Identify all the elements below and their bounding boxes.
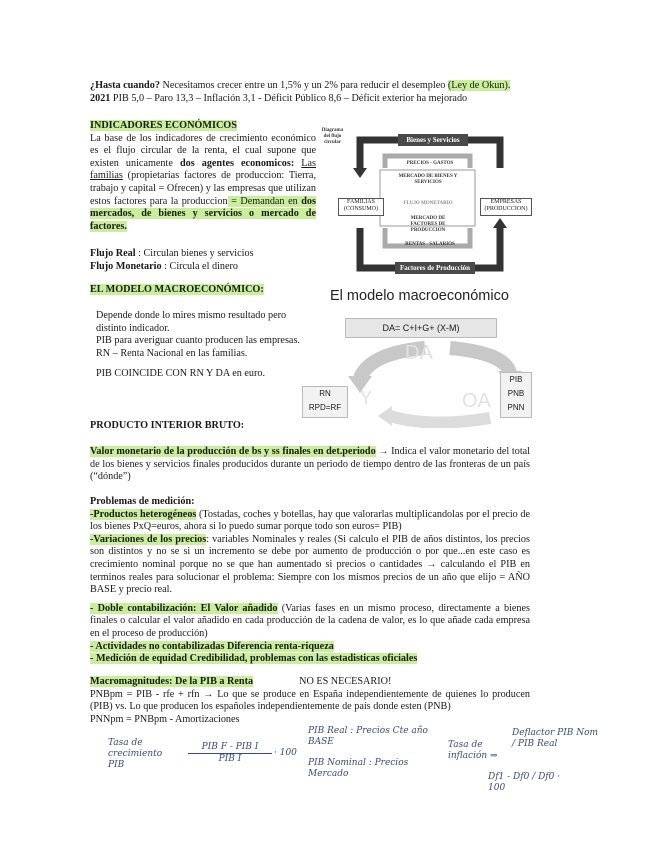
rentas-salarios-label: RENTAS - SALARIOS (405, 242, 455, 247)
macromagnitudes-l1: PNBpm = PIB - rfe + rfn → Lo que se produce en España independientemente de quienes lo producen (PIB) vs. Lo que producen los españoles independientemente de país donde esten (PNB) (90, 688, 530, 713)
pib-title-row (90, 420, 244, 433)
pib-box (500, 372, 532, 418)
pib-def-text: → Indica el valor monetario del total de los bienes y servicios finales producidos durante un periodo de tiempo dentro de las fronteras de un país (“dónde”) (90, 446, 531, 483)
modelo-title-row (90, 284, 315, 297)
indicadores-title: INDICADORES ECONÓMICOS (90, 120, 237, 131)
intro-question: ¿Hasta cuando? (90, 80, 160, 91)
rn-box (302, 386, 348, 418)
hand-pib-real: PIB Real : Precios Cte año BASE (308, 726, 428, 747)
pnb-text: PNB (507, 389, 525, 398)
modelo-p1: Depende donde lo mires mismo resultado pero distinto indicador. (96, 310, 287, 334)
pib-def-bold: Valor monetario de la producción de bs y ss finales en det.periodo (90, 446, 376, 457)
problemas-title: Problemas de medición: (90, 496, 195, 507)
modelo-text (96, 310, 306, 381)
indicadores-section (90, 120, 316, 233)
intro-text: Necesitamos crecer entre un 1,5% y un 2% para reducir el desempleo (159, 80, 448, 91)
problema-precios-text: : variables Nominales y reales (Si calculo el PIB de años distintos, los precios son distintos y no se si un incremento se debe por aumento de producción o por que...en este caso es crecimiento nominal porque no se que han aumentado si precios o cantidades → calculando el PIB en terminos reales para solucionar el problema: Siempre con los mismos precios de un año que elijo = AÑO BASE y precio real. (90, 533, 530, 596)
pnn-text: PNN (507, 403, 525, 412)
macromagnitudes-section (90, 676, 530, 726)
modelo-p2: PIB para averiguar cuanto producen las empresas. (96, 335, 300, 347)
indicadores-p1: La base de los indicadores de crecimiento económico es el flujo circular de la renta, el cual supone que existen unicamente (90, 132, 316, 169)
pib-title: PRODUCTO INTERIOR BRUTO: (90, 420, 245, 431)
problema-actividades: - Actividades no contabilizadas Diferencia renta-riqueza (90, 640, 334, 652)
flow-top-label: Bienes y Servicios (398, 134, 468, 146)
modelo-title: EL MODELO MACROECONÓMICO: (90, 284, 264, 295)
indicadores-p2: (propietarias factores de produccion: Tierra, trabajo y capital = Ofrecen) y las empresas que utilizan estos factores para la produccion (90, 170, 316, 207)
da-label: DA (405, 342, 433, 364)
hand-deflactor: Deflactor PIB Nom / PIB Real (512, 728, 599, 749)
problema-doble: - Doble contabilización: El Valor añadido (90, 602, 278, 614)
pib-definition (90, 446, 530, 484)
hand-tasa-inflacion: Tasa de inflación ⇒ (448, 740, 498, 761)
flow-bottom-label: Factores de Producción (395, 262, 475, 274)
oa-label: OA (462, 390, 491, 412)
intro-year: 2021 (90, 92, 111, 104)
da-formula-box: DA= C+I+G+ (X-M) (345, 318, 497, 338)
hand-pib-nominal: PIB Nominal : Precios Mercado (308, 758, 409, 779)
familias-label: Las familias (90, 157, 317, 182)
macromagnitudes-note: NO ES NECESARIO! (299, 676, 392, 687)
hand-formula-den: PIB I (218, 754, 242, 764)
problema-heterogeneos-text: (Tostadas, coches y botellas, hay que valorarlas multiplicandolas por el precio de los bienes PxQ=euros, ahora si lo puedo sumar porque todo son euros= PIB) (90, 508, 530, 533)
problema-heterogeneos: -Productos heterogéneos (90, 508, 197, 520)
circular-flow-diagram (320, 128, 535, 278)
problema-precios: -Variaciones de los precios (90, 533, 207, 545)
hand-deflactor-formula: Df1 - Df0 / Df0 · 100 (488, 772, 561, 793)
precios-gastos-label: PRECIOS - GASTOS (406, 161, 454, 166)
macromagnitudes-title: Macromagnitudes: De la PIB a Renta (90, 676, 254, 687)
modelo-p3: RN – Renta Nacional en las familias. (96, 347, 248, 359)
flujo-monetario-text: : Circula el dinero (161, 260, 238, 272)
hand-tasa-crecimiento: Tasa de crecimiento PIB (108, 738, 163, 770)
indicadores-p3: = Demandan en (227, 195, 302, 207)
rn-text: RN (319, 389, 331, 398)
intro-paragraph (90, 80, 532, 105)
indicadores-p3-bold: dos mercados, de bienes y servicios o mercado de factores. (90, 195, 316, 232)
intro-stats: PIB 5,0 – Paro 13,3 – Inflación 3,1 - Déficit Público 8,6 – Déficit exterior ha mejorado (110, 92, 468, 104)
modelo-p4: PIB COINCIDE CON RN Y DA en euro. (96, 368, 266, 380)
hand-formula (188, 742, 272, 765)
y-label: Y (360, 388, 373, 408)
flow-logo: Diagrama del flujo circular (321, 128, 344, 145)
flujo-monetario-label: Flujo Monetario (90, 260, 162, 272)
flujo-monetario-label-diagram: FLUJO MONETARIO (403, 201, 453, 206)
indicadores-p1-bold: dos agentes economicos: (179, 157, 295, 169)
flujo-real-text: : Circulan bienes y servicios (135, 248, 254, 259)
mercado-factores-label: MERCADO DE FACTORES DE PRODUCCION (410, 216, 446, 233)
pib-text: PIB (509, 375, 523, 384)
flujos-list (90, 248, 316, 273)
hand-x100: · 100 (274, 748, 297, 758)
okun-law: (Ley de Okun). (447, 80, 511, 91)
familias-box: FAMILIAS (CONSUMO) (338, 198, 384, 216)
problema-doble-text: (Varias fases en un mismo proceso, directamente a bienes finales o calcular el valor añadido en cada producción de la cadena de valor, es lo que añade cada empresa en el proceso de producción) (90, 602, 530, 639)
problemas-section (90, 496, 530, 666)
empresas-box: EMPRESAS (PRODUCCION) (480, 198, 532, 216)
problema-equidad: - Medición de equidad Credibilidad, problemas con las estadisticas oficiales (90, 653, 418, 665)
rpd-text: RPD=RF (308, 403, 342, 412)
flujo-real-label: Flujo Real (90, 248, 136, 259)
hand-formula-num: PIB F - PIB I (188, 742, 272, 754)
mercado-bienes-label: MERCADO DE BIENES Y SERVICIOS (398, 174, 458, 185)
macromagnitudes-l2: PNNpm = PNBpm - Amortizaciones (90, 713, 240, 725)
macro-figure-title: El modelo macroeconómico (330, 288, 509, 304)
